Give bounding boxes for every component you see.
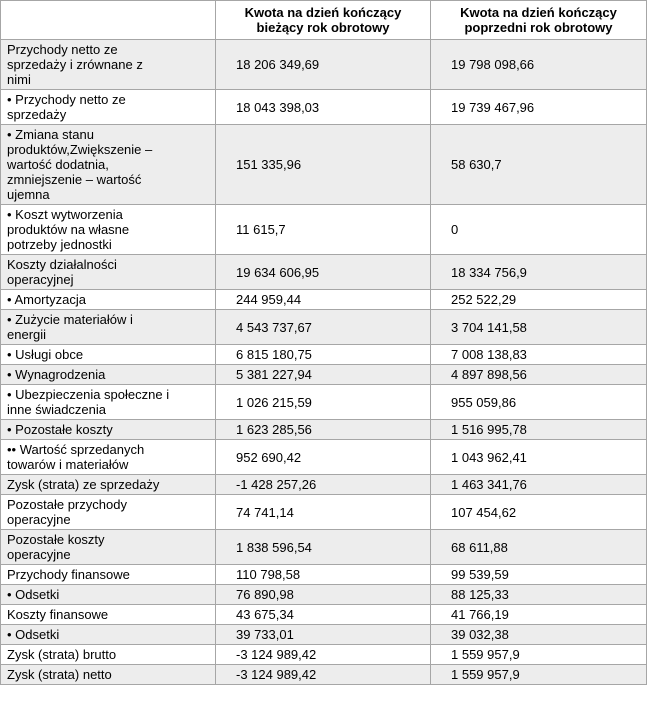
row-value-current-year: 244 959,44 — [216, 290, 431, 310]
row-value-current-year: 74 741,14 — [216, 495, 431, 530]
table-row — [1, 440, 647, 475]
row-value-previous-year: 955 059,86 — [431, 385, 647, 420]
row-value-previous-year: 19 739 467,96 — [431, 90, 647, 125]
row-label: • Usługi obce — [1, 345, 216, 365]
header-cell-current-year: Kwota na dzień kończący bieżący rok obrotowy — [216, 1, 431, 40]
row-value-current-year: 4 543 737,67 — [216, 310, 431, 345]
table-row — [1, 565, 647, 585]
table-row — [1, 665, 647, 685]
header-cell-previous-year: Kwota na dzień kończący poprzedni rok obrotowy — [431, 1, 647, 40]
row-value-previous-year: 4 897 898,56 — [431, 365, 647, 385]
table-row — [1, 530, 647, 565]
row-label: Przychody netto ze sprzedaży i zrównane z nimi — [1, 40, 216, 90]
row-value-current-year: 19 634 606,95 — [216, 255, 431, 290]
row-value-current-year: -3 124 989,42 — [216, 645, 431, 665]
row-value-current-year: 952 690,42 — [216, 440, 431, 475]
table-row — [1, 345, 647, 365]
row-value-previous-year: 1 043 962,41 — [431, 440, 647, 475]
row-value-previous-year: 1 516 995,78 — [431, 420, 647, 440]
table-row — [1, 585, 647, 605]
table-row — [1, 255, 647, 290]
row-value-current-year: 43 675,34 — [216, 605, 431, 625]
row-value-previous-year: 19 798 098,66 — [431, 40, 647, 90]
row-label: • Pozostałe koszty — [1, 420, 216, 440]
row-value-current-year: 18 043 398,03 — [216, 90, 431, 125]
header-cell-empty — [1, 1, 216, 40]
row-value-current-year: 18 206 349,69 — [216, 40, 431, 90]
row-value-previous-year: 0 — [431, 205, 647, 255]
table-row — [1, 645, 647, 665]
row-value-previous-year: 1 559 957,9 — [431, 665, 647, 685]
row-label: • Zmiana stanu produktów,Zwiększenie – wartość dodatnia, zmniejszenie – wartość ujemna — [1, 125, 216, 205]
row-value-current-year: 11 615,7 — [216, 205, 431, 255]
table-row — [1, 420, 647, 440]
row-label: • Odsetki — [1, 585, 216, 605]
row-label: • Zużycie materiałów i energii — [1, 310, 216, 345]
table-header — [1, 1, 647, 40]
table-row — [1, 205, 647, 255]
table-row — [1, 310, 647, 345]
row-label: • Amortyzacja — [1, 290, 216, 310]
table-row — [1, 365, 647, 385]
row-value-current-year: 76 890,98 — [216, 585, 431, 605]
table-row — [1, 385, 647, 420]
row-value-current-year: 39 733,01 — [216, 625, 431, 645]
header-row — [1, 1, 647, 40]
row-value-previous-year: 39 032,38 — [431, 625, 647, 645]
row-label: Pozostałe przychody operacyjne — [1, 495, 216, 530]
row-value-current-year: 110 798,58 — [216, 565, 431, 585]
table-row — [1, 40, 647, 90]
row-value-current-year: 1 623 285,56 — [216, 420, 431, 440]
row-value-current-year: -3 124 989,42 — [216, 665, 431, 685]
row-label: Zysk (strata) netto — [1, 665, 216, 685]
row-value-previous-year: 3 704 141,58 — [431, 310, 647, 345]
row-label: • Odsetki — [1, 625, 216, 645]
row-label: Koszty finansowe — [1, 605, 216, 625]
row-label: • Wynagrodzenia — [1, 365, 216, 385]
row-value-previous-year: 1 463 341,76 — [431, 475, 647, 495]
table-row — [1, 290, 647, 310]
row-value-previous-year: 41 766,19 — [431, 605, 647, 625]
row-label: • Przychody netto ze sprzedaży — [1, 90, 216, 125]
row-value-current-year: 6 815 180,75 — [216, 345, 431, 365]
row-label: Przychody finansowe — [1, 565, 216, 585]
table-row — [1, 90, 647, 125]
row-label: • Koszt wytworzenia produktów na własne potrzeby jednostki — [1, 205, 216, 255]
row-value-current-year: -1 428 257,26 — [216, 475, 431, 495]
table-row — [1, 475, 647, 495]
row-label: Pozostałe koszty operacyjne — [1, 530, 216, 565]
row-value-previous-year: 99 539,59 — [431, 565, 647, 585]
table-row — [1, 605, 647, 625]
row-value-current-year: 151 335,96 — [216, 125, 431, 205]
row-value-previous-year: 58 630,7 — [431, 125, 647, 205]
row-value-previous-year: 68 611,88 — [431, 530, 647, 565]
row-label: Koszty działalności operacyjnej — [1, 255, 216, 290]
row-value-previous-year: 1 559 957,9 — [431, 645, 647, 665]
row-label: Zysk (strata) ze sprzedaży — [1, 475, 216, 495]
table-row — [1, 495, 647, 530]
row-value-current-year: 1 026 215,59 — [216, 385, 431, 420]
row-value-previous-year: 7 008 138,83 — [431, 345, 647, 365]
row-value-current-year: 5 381 227,94 — [216, 365, 431, 385]
row-value-previous-year: 18 334 756,9 — [431, 255, 647, 290]
row-label: Zysk (strata) brutto — [1, 645, 216, 665]
row-label: • Ubezpieczenia społeczne i inne świadczenia — [1, 385, 216, 420]
row-label: •• Wartość sprzedanych towarów i materiałów — [1, 440, 216, 475]
table-row — [1, 625, 647, 645]
table-row — [1, 125, 647, 205]
row-value-previous-year: 88 125,33 — [431, 585, 647, 605]
table-body — [1, 40, 647, 685]
row-value-previous-year: 252 522,29 — [431, 290, 647, 310]
row-value-current-year: 1 838 596,54 — [216, 530, 431, 565]
row-value-previous-year: 107 454,62 — [431, 495, 647, 530]
